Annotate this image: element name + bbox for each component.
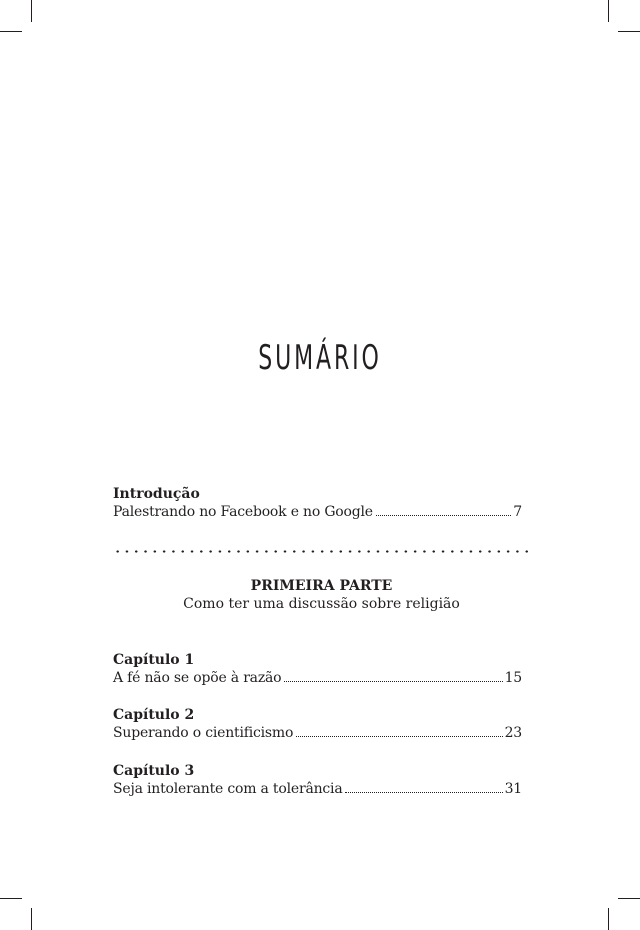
toc-leader	[345, 792, 502, 793]
toc-leader	[284, 681, 502, 682]
crop-mark-top-left-h	[0, 31, 22, 32]
toc-text: Seja intolerante com a tolerância	[113, 781, 343, 797]
crop-mark-top-right-h	[618, 31, 640, 32]
toc-text: Palestrando no Facebook e no Google	[113, 504, 373, 520]
toc-text: A fé não se opõe à razão	[113, 670, 282, 686]
toc-leader	[296, 736, 502, 737]
toc-line	[113, 669, 522, 687]
crop-mark-bottom-right-h	[618, 898, 640, 899]
toc-text: Superando o cientificismo	[113, 725, 294, 741]
page-title: SUMÁRIO	[258, 338, 382, 378]
part-subtitle: Como ter uma discussão sobre religião	[183, 596, 460, 612]
toc-heading: Introdução	[113, 486, 200, 502]
toc-heading: Capítulo 3	[113, 763, 195, 779]
toc-entry-chapter-2	[113, 706, 522, 742]
toc-page: 15	[504, 670, 522, 686]
toc-line	[113, 724, 522, 742]
toc-heading: Capítulo 1	[113, 652, 195, 668]
toc-page: 31	[504, 781, 522, 797]
part-title: PRIMEIRA PARTE	[250, 578, 393, 594]
part-heading	[113, 577, 530, 613]
crop-mark-bottom-right	[608, 908, 609, 930]
toc-line	[113, 780, 522, 798]
toc-leader	[376, 515, 511, 516]
toc-page: 23	[504, 725, 522, 741]
toc-heading: Capítulo 2	[113, 707, 195, 723]
crop-mark-bottom-left-h	[0, 898, 22, 899]
crop-mark-top-left	[31, 0, 32, 22]
toc-entry-chapter-3	[113, 762, 522, 798]
crop-mark-top-right	[608, 0, 609, 22]
toc-page: 7	[513, 504, 522, 520]
toc-entry-intro	[113, 485, 522, 521]
section-separator	[113, 550, 530, 553]
crop-mark-bottom-left	[31, 908, 32, 930]
toc-line	[113, 503, 522, 521]
toc-entry-chapter-1	[113, 651, 522, 687]
